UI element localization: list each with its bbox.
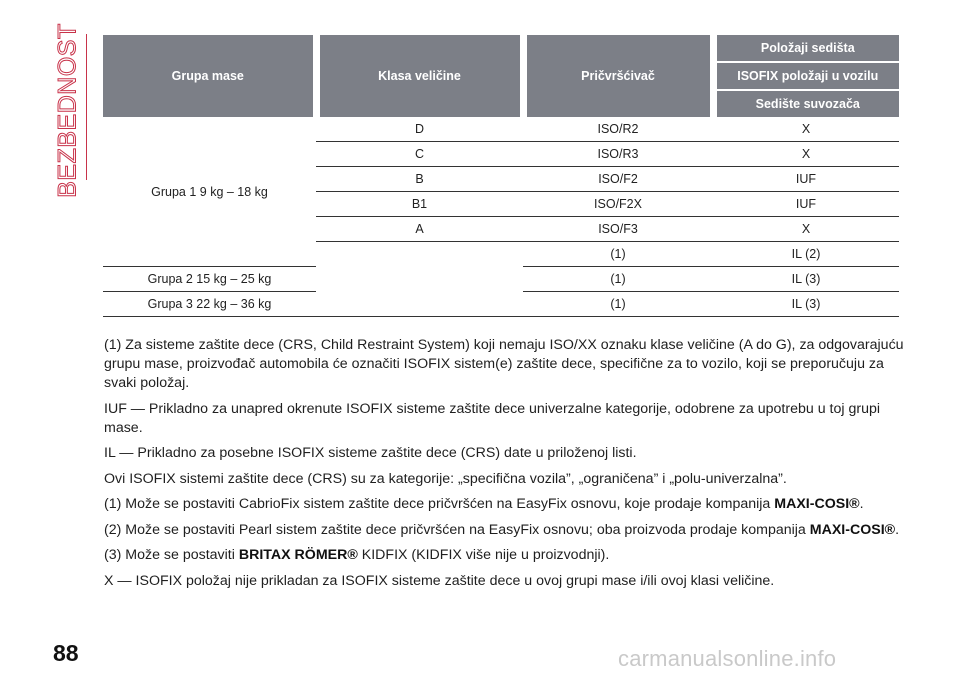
isofix-table <box>103 35 899 317</box>
fixture-cell: (1) <box>523 292 713 317</box>
footnotes <box>104 336 910 597</box>
section-side-divider <box>86 34 87 180</box>
header-passenger-seat: Sedište suvozača <box>713 90 899 117</box>
watermark: carmanualsonline.info <box>618 646 837 671</box>
size-class-cell: D <box>316 117 523 142</box>
header-mass-group: Grupa mase <box>103 35 316 117</box>
footnote-1-brand: MAXI-COSI® <box>774 496 860 512</box>
size-class-cell <box>316 242 523 267</box>
footnote-2-end: . <box>895 521 900 538</box>
note-il: IL — Prikladno za posebne ISOFIX sisteme zaštite dece (CRS) date u priloženoj listi. <box>104 445 637 461</box>
mass-group-cell: Grupa 1 9 kg – 18 kg <box>103 117 316 267</box>
fixture-cell: ISO/F2X <box>523 192 713 217</box>
seat-cell: IL (3) <box>713 292 899 317</box>
footnote-3-end: KIDFIX (KIDFIX više nije u proizvodnji). <box>357 547 610 563</box>
note-categories: Ovi ISOFIX sistemi zaštite dece (CRS) su za kategorije: „specifična vozila”, „ograničena” i „polu-univerzalna”. <box>104 470 787 487</box>
page-number: 88 <box>53 640 79 666</box>
footnote-3-text: (3) Može se postaviti <box>104 547 239 563</box>
footnote-1 <box>104 495 910 514</box>
seat-cell: IL (3) <box>713 267 899 292</box>
fixture-cell: ISO/F2 <box>523 167 713 192</box>
size-class-cell: B <box>316 167 523 192</box>
footnote-1-text: (1) Može se postaviti CabrioFix sistem zaštite dece pričvršćen na EasyFix osnovu, koje prodaje kompanija <box>104 496 775 512</box>
footnote-3 <box>104 546 910 565</box>
mass-group-cell: Grupa 3 22 kg – 36 kg <box>103 292 316 317</box>
footnote-2-brand: MAXI-COSI® <box>809 521 896 538</box>
table-row <box>103 267 899 292</box>
mass-group-cell: Grupa 2 15 kg – 25 kg <box>103 267 316 292</box>
size-class-cell: B1 <box>316 192 523 217</box>
fixture-cell: ISO/F3 <box>523 217 713 242</box>
seat-cell: X <box>713 217 899 242</box>
header-size-class: Klasa veličine <box>316 35 523 117</box>
section-side-label-text: BEZBEDNOST <box>53 23 82 198</box>
seat-cell: IUF <box>713 167 899 192</box>
seat-cell: IL (2) <box>713 242 899 267</box>
note-iuf: IUF — Prikladno za unapred okrenute ISOFIX sisteme zaštite dece univerzalne kategorije, odobrene za upotrebu u toj grupi mase. <box>104 400 881 436</box>
table-row <box>103 292 899 317</box>
seat-cell: X <box>713 117 899 142</box>
footnote-2-text: (2) Može se postaviti Pearl sistem zaštite dece pričvršćen na EasyFix osnovu; oba proizvoda prodaje kompanija <box>104 521 810 538</box>
header-isofix-positions: ISOFIX položaji u vozilu <box>713 62 899 90</box>
fixture-cell: ISO/R2 <box>523 117 713 142</box>
fixture-cell: ISO/R3 <box>523 142 713 167</box>
size-class-cell <box>316 267 523 292</box>
size-class-cell <box>316 292 523 317</box>
seat-cell: IUF <box>713 192 899 217</box>
footnote-3-brand: BRITAX RÖMER® <box>238 547 358 563</box>
fixture-cell: (1) <box>523 267 713 292</box>
footnote-1-end: . <box>859 496 864 512</box>
size-class-cell: C <box>316 142 523 167</box>
size-class-cell: A <box>316 217 523 242</box>
header-seat-positions: Položaji sedišta <box>713 35 899 62</box>
seat-cell: X <box>713 142 899 167</box>
header-fixture: Pričvršćivač <box>523 35 713 117</box>
table-row <box>103 117 899 142</box>
table-header-row <box>103 35 899 62</box>
fixture-cell: (1) <box>523 242 713 267</box>
footnote-2 <box>104 521 910 540</box>
note-x: X — ISOFIX položaj nije prikladan za ISOFIX sisteme zaštite dece u ovoj grupi mase i/ili ovoj klasi veličine. <box>104 572 775 589</box>
section-side-label <box>52 23 84 198</box>
note-crs-without-class: (1) Za sisteme zaštite dece (CRS, Child Restraint System) koji nemaju ISO/XX oznaku klase veličine (A do G), za odgovarajuću grupu mase, proizvođač automobila će označiti ISOFIX sistem(e) zaštite dece, specifične za to vozilo, koji se preporučuju za svaki položaj. <box>104 337 904 391</box>
